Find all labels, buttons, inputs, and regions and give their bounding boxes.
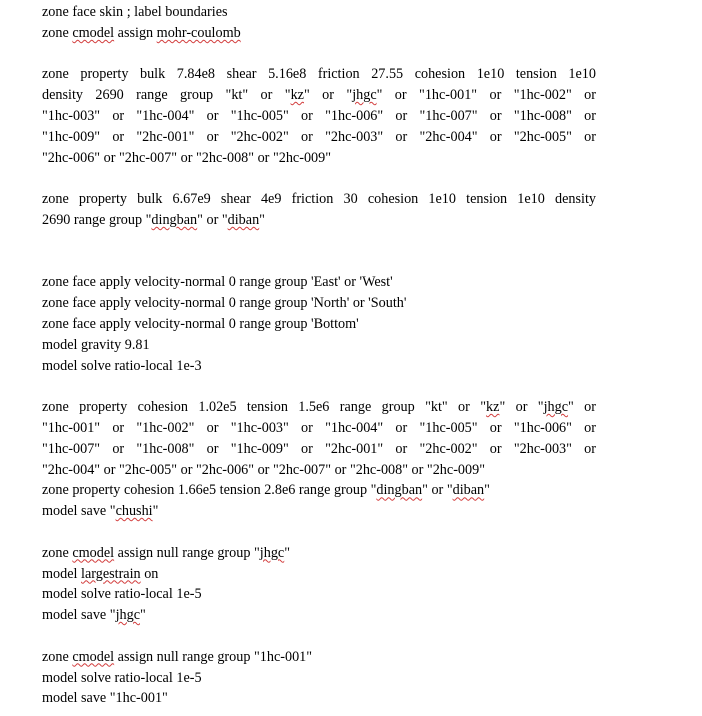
document-line: "1hc-001" or "1hc-002" or "1hc-003" or "1hc-004" or "1hc-005" or "1hc-006" or — [42, 419, 596, 436]
document-line: zone cmodel assign null range group "1hc-001" — [42, 648, 313, 665]
blank-line — [42, 376, 596, 397]
spellcheck-squiggle: jhgc — [115, 607, 140, 624]
spellcheck-squiggle: largestrain — [81, 565, 141, 582]
blank-line — [42, 231, 596, 252]
document-line: zone property cohesion 1.66e5 tension 2.8e6 range group "dingban" or "diban" — [42, 482, 490, 499]
blank-line — [42, 252, 596, 273]
spellcheck-squiggle: dingban — [151, 211, 198, 228]
document-line: zone cmodel assign null range group "jhgc" — [42, 544, 291, 561]
spellcheck-squiggle: diban — [227, 211, 260, 228]
blank-line — [42, 522, 596, 543]
document-line: zone property bulk 7.84e8 shear 5.16e8 friction 27.55 cohesion 1e10 tension 1e10 — [42, 66, 596, 83]
blank-line — [42, 44, 596, 65]
spellcheck-squiggle: kz — [486, 399, 500, 416]
spellcheck-squiggle: mohr-coulomb — [156, 24, 241, 41]
document-line: zone face apply velocity-normal 0 range group 'North' or 'South' — [42, 295, 407, 312]
document-body — [42, 2, 596, 709]
document-line: model solve ratio-local 1e-3 — [42, 357, 202, 374]
spellcheck-squiggle: jhgc — [352, 87, 377, 104]
document-line: zone face apply velocity-normal 0 range group 'Bottom' — [42, 315, 359, 332]
document-line: model save "chushi" — [42, 503, 159, 520]
spellcheck-squiggle: dingban — [376, 482, 423, 499]
document-line: model solve ratio-local 1e-5 — [42, 669, 202, 686]
spellcheck-squiggle: jhgc — [259, 544, 285, 561]
spellcheck-squiggle: diban — [452, 482, 485, 499]
document-line: "1hc-009" or "2hc-001" or "2hc-002" or "2hc-003" or "2hc-004" or "2hc-005" or — [42, 128, 596, 145]
spellcheck-squiggle: cmodel — [72, 544, 115, 561]
spellcheck-squiggle: cmodel — [72, 648, 115, 665]
spellcheck-squiggle: jhgc — [543, 399, 569, 416]
document-line: zone property cohesion 1.02e5 tension 1.5e6 range group "kt" or "kz" or "jhgc" or — [42, 399, 596, 416]
document-line: "2hc-004" or "2hc-005" or "2hc-006" or "2hc-007" or "2hc-008" or "2hc-009" — [42, 461, 485, 478]
document-line: zone cmodel assign mohr-coulomb — [42, 24, 241, 41]
document-line: model save "jhgc" — [42, 607, 146, 624]
document-line: "1hc-007" or "1hc-008" or "1hc-009" or "2hc-001" or "2hc-002" or "2hc-003" or — [42, 440, 596, 457]
document-line: model solve ratio-local 1e-5 — [42, 586, 202, 603]
document-line: 2690 range group "dingban" or "diban" — [42, 211, 265, 228]
spellcheck-squiggle: chushi — [115, 503, 153, 520]
document-line: zone property bulk 6.67e9 shear 4e9 friction 30 cohesion 1e10 tension 1e10 density — [42, 191, 596, 208]
spellcheck-squiggle: cmodel — [72, 24, 115, 41]
document-line: model gravity 9.81 — [42, 336, 150, 353]
document-line: zone face skin ; label boundaries — [42, 4, 228, 20]
blank-line — [42, 626, 596, 647]
document-line: model save "1hc-001" — [42, 690, 168, 707]
document-line: "2hc-006" or "2hc-007" or "2hc-008" or "2hc-009" — [42, 149, 332, 166]
document-line: "1hc-003" or "1hc-004" or "1hc-005" or "1hc-006" or "1hc-007" or "1hc-008" or — [42, 107, 596, 124]
spellcheck-squiggle: kz — [290, 87, 304, 104]
document-line: density 2690 range group "kt" or "kz" or "jhgc" or "1hc-001" or "1hc-002" or — [42, 87, 596, 104]
document-line: model largestrain on — [42, 565, 159, 582]
document-line: zone face apply velocity-normal 0 range group 'East' or 'West' — [42, 274, 393, 291]
blank-line — [42, 168, 596, 189]
